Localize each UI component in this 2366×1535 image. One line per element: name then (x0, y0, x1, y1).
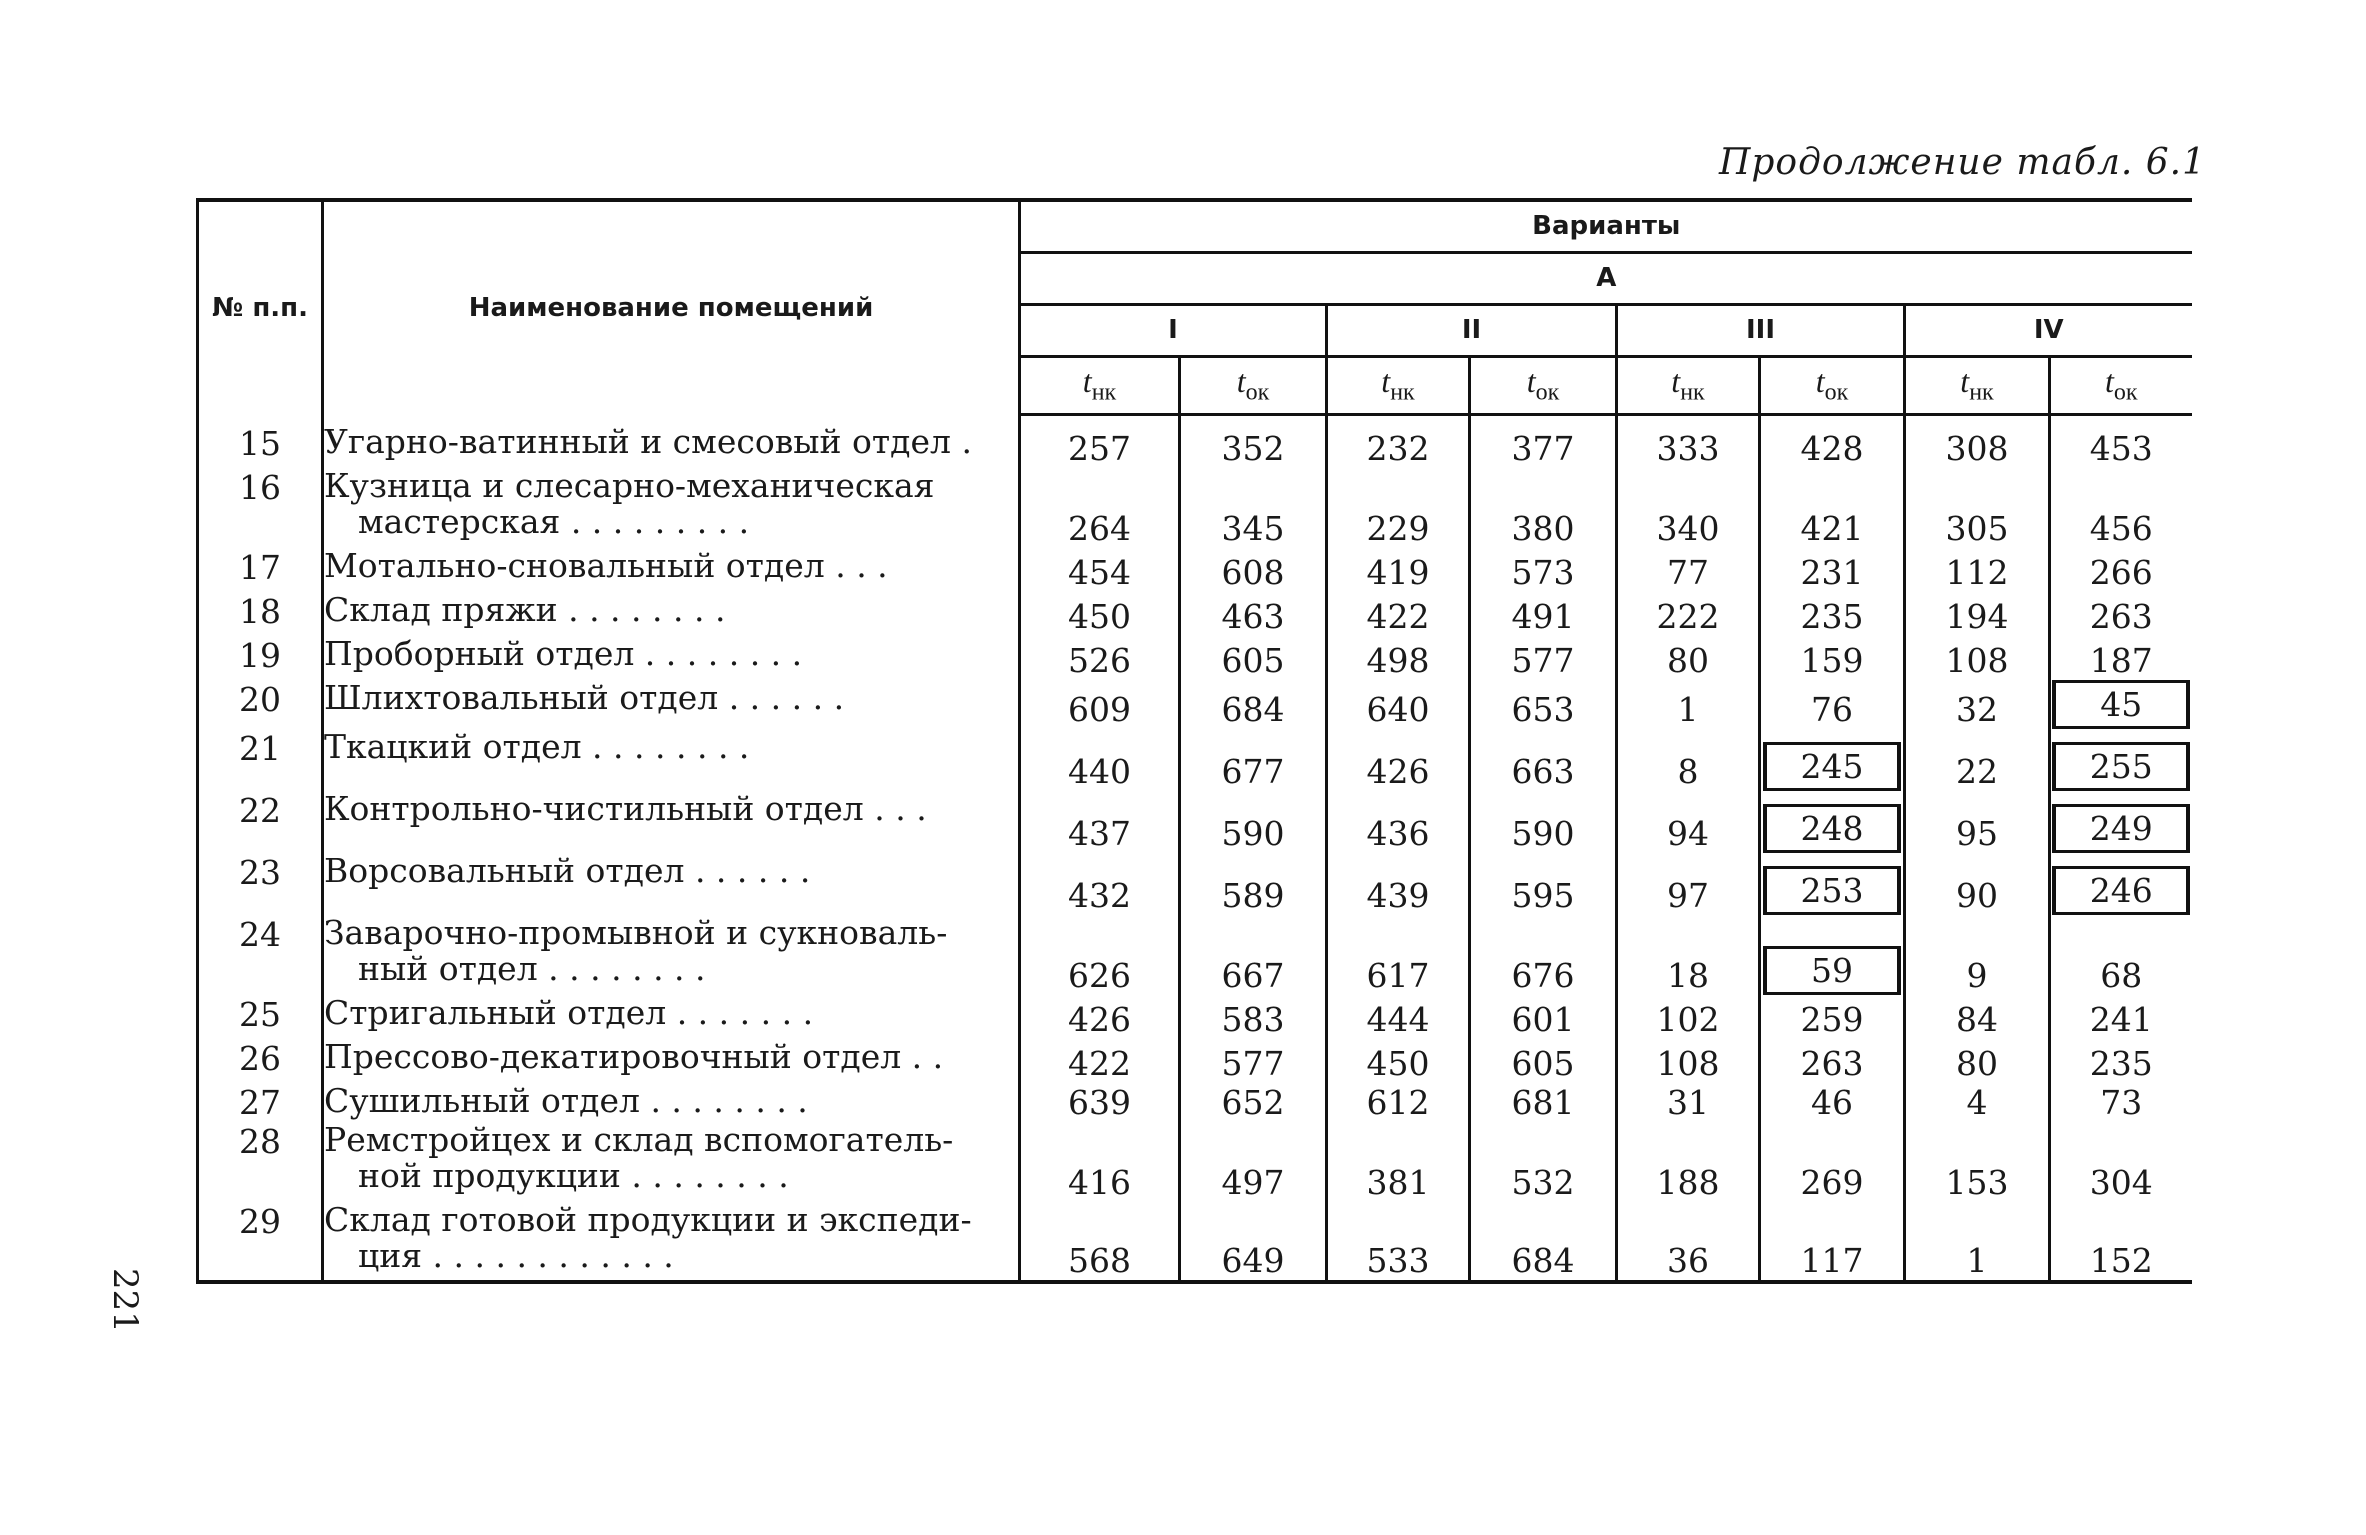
subheader-t-nk (1905, 356, 2050, 414)
room-name-line-1: Заварочно-промывной и сукноваль- (324, 912, 948, 952)
spacer-cell (1760, 414, 1905, 424)
value-cell: 95 (1905, 791, 2050, 853)
room-name (323, 726, 1020, 791)
subheader-t-nk (1617, 356, 1760, 414)
value-cell (1760, 791, 1905, 853)
value-cell: 605 (1470, 1039, 1617, 1083)
table-row (198, 468, 2192, 548)
table-row (198, 1122, 2192, 1202)
room-name (323, 912, 1020, 995)
value-cell: 590 (1470, 791, 1617, 853)
value-cell: 432 (1020, 853, 1180, 915)
value-cell: 676 (1470, 915, 1617, 995)
value-cell: 90 (1905, 853, 2050, 915)
room-name (323, 850, 1020, 915)
table-caption: Продолжение табл. 6.1 (1718, 142, 2206, 183)
value-cell: 257 (1020, 424, 1180, 468)
room-name-line-1: Угарно-ватинный и смесовый отдел . (324, 421, 972, 461)
t-letter: t (1236, 363, 1246, 400)
value-cell: 97 (1617, 853, 1760, 915)
value-cell: 595 (1470, 853, 1617, 915)
value-cell: 573 (1470, 548, 1617, 592)
table-row (198, 791, 2192, 853)
subscript-nk: нк (1390, 379, 1415, 406)
row-number: 28 (198, 1122, 323, 1202)
subheader-t-ok (1180, 356, 1327, 414)
value-cell: 677 (1180, 729, 1327, 791)
room-name (323, 633, 1020, 680)
col-header-no: № п.п. (198, 200, 323, 414)
value-cell: 426 (1020, 995, 1180, 1039)
room-name-line-2: ция . . . . . . . . . . . . (358, 1235, 674, 1275)
value-cell: 31 (1617, 1083, 1760, 1122)
table-row (198, 636, 2192, 680)
value-cell: 345 (1180, 468, 1327, 548)
table-row (198, 1083, 2192, 1122)
table-row (198, 995, 2192, 1039)
value-cell: 589 (1180, 853, 1327, 915)
value-cell: 232 (1327, 424, 1470, 468)
subscript-ok: ок (1824, 379, 1849, 406)
value-cell: 444 (1327, 995, 1470, 1039)
value-cell: 663 (1470, 729, 1617, 791)
value-cell: 108 (1905, 636, 2050, 680)
col-header-name: Наименование помещений (323, 200, 1020, 414)
value-cell: 428 (1760, 424, 1905, 468)
value-cell: 235 (2089, 1043, 2153, 1083)
subscript-ok: ок (2113, 379, 2138, 406)
variant-header-iv: IV (1905, 304, 2192, 356)
row-number: 19 (198, 636, 323, 680)
value-cell: 1 (1905, 1202, 2050, 1282)
value-cell: 80 (1905, 1039, 2050, 1083)
highlighted-value: 249 (2052, 804, 2190, 853)
value-cell: 605 (1180, 636, 1327, 680)
value-cell: 497 (1180, 1122, 1327, 1202)
room-name (323, 1199, 1020, 1282)
value-cell (1760, 853, 1905, 915)
table-row (198, 680, 2192, 729)
t-letter: t (1082, 363, 1092, 400)
value-cell: 188 (1617, 1122, 1760, 1202)
value-cell: 94 (1617, 791, 1760, 853)
value-cell: 304 (2089, 1162, 2153, 1202)
value-cell: 380 (1470, 468, 1617, 548)
highlighted-value: 245 (1763, 742, 1901, 791)
value-cell: 9 (1905, 915, 2050, 995)
value-cell: 440 (1020, 729, 1180, 791)
room-name-line-1: Контрольно-чистильный отдел . . . (324, 788, 927, 828)
row-number: 17 (198, 548, 323, 592)
room-name-line-1: Ворсовальный отдел . . . . . . (324, 850, 811, 890)
value-cell: 229 (1327, 468, 1470, 548)
value-cell: 308 (1905, 424, 2050, 468)
value-cell: 269 (1760, 1122, 1905, 1202)
value-cell: 649 (1180, 1202, 1327, 1282)
value-cell: 377 (1470, 424, 1617, 468)
value-cell: 80 (1617, 636, 1760, 680)
value-cell: 333 (1617, 424, 1760, 468)
value-cell: 533 (1327, 1202, 1470, 1282)
value-cell: 439 (1327, 853, 1470, 915)
row-number: 16 (198, 468, 323, 548)
subheader-t-ok (1470, 356, 1617, 414)
subheader-t-nk (1020, 356, 1180, 414)
value-cell: 450 (1327, 1039, 1470, 1083)
row-number: 15 (198, 424, 323, 468)
value-cell: 684 (1470, 1202, 1617, 1282)
room-name-line-2: ной продукции . . . . . . . . (358, 1155, 789, 1195)
spacer-cell (1180, 414, 1327, 424)
row-number: 25 (198, 995, 323, 1039)
room-name-line-1: Склад пряжи . . . . . . . . (324, 589, 726, 629)
room-name-line-1: Ткацкий отдел . . . . . . . . (324, 726, 750, 766)
value-cell: 235 (1760, 592, 1905, 636)
value-cell: 609 (1020, 680, 1180, 729)
value-cell: 583 (1180, 995, 1327, 1039)
table-row (198, 915, 2192, 995)
highlighted-value: 253 (1763, 866, 1901, 915)
room-name (323, 589, 1020, 636)
value-cell: 159 (1760, 636, 1905, 680)
value-cell: 8 (1617, 729, 1760, 791)
value-cell: 241 (2089, 999, 2153, 1039)
table-row (198, 1039, 2192, 1083)
row-number: 24 (198, 915, 323, 995)
room-name-line-1: Склад готовой продукции и экспеди- (324, 1199, 972, 1239)
t-letter: t (2104, 363, 2114, 400)
room-name (323, 992, 1020, 1039)
value-cell: 419 (1327, 548, 1470, 592)
value-cell (1760, 915, 1905, 995)
room-name-line-1: Проборный отдел . . . . . . . . (324, 633, 803, 673)
value-cell: 108 (1617, 1039, 1760, 1083)
value-cell: 450 (1020, 592, 1180, 636)
value-cell: 352 (1180, 424, 1327, 468)
value-cell: 264 (1020, 468, 1180, 548)
value-cell: 577 (1180, 1039, 1327, 1083)
value-cell: 426 (1327, 729, 1470, 791)
value-cell: 259 (1760, 995, 1905, 1039)
value-cell: 416 (1020, 1122, 1180, 1202)
highlighted-value: 59 (1763, 946, 1901, 995)
value-cell: 263 (1760, 1039, 1905, 1083)
table-row (198, 729, 2192, 791)
highlighted-value: 255 (2052, 742, 2190, 791)
room-name-line-1: Мотально-сновальный отдел . . . (324, 545, 888, 585)
variant-header-i: I (1020, 304, 1327, 356)
subscript-nk: нк (1091, 379, 1117, 406)
value-cell (2050, 729, 2192, 791)
value-cell: 491 (1470, 592, 1617, 636)
value-cell: 102 (1617, 995, 1760, 1039)
value-cell: 1 (1617, 680, 1760, 729)
row-number: 23 (198, 853, 323, 915)
t-letter: t (1815, 363, 1825, 400)
value-cell (1760, 729, 1905, 791)
value-cell: 463 (1180, 592, 1327, 636)
value-cell (2050, 791, 2192, 853)
value-cell: 453 (2089, 428, 2153, 468)
value-cell: 32 (1905, 680, 2050, 729)
room-name-line-1: Прессово-декатировочный отдел . . (324, 1036, 944, 1076)
room-name-line-1: Сушильный отдел . . . . . . . . (324, 1080, 808, 1120)
row-number: 26 (198, 1039, 323, 1083)
value-cell: 667 (1180, 915, 1327, 995)
spacer-cell (1905, 414, 2050, 424)
value-cell: 152 (2089, 1240, 2153, 1280)
room-name-line-1: Стригальный отдел . . . . . . . (324, 992, 814, 1032)
table-row (198, 1202, 2192, 1282)
highlighted-value: 248 (1763, 804, 1901, 853)
room-name (323, 1119, 1020, 1202)
highlighted-value: 246 (2052, 866, 2190, 915)
room-name (323, 465, 1020, 548)
room-name-line-2: ный отдел . . . . . . . . (358, 948, 706, 988)
spacer-cell (1617, 414, 1760, 424)
table-row (198, 853, 2192, 915)
value-cell: 231 (1760, 548, 1905, 592)
value-cell: 153 (1905, 1122, 2050, 1202)
value-cell: 112 (1905, 548, 2050, 592)
value-cell: 22 (1905, 729, 2050, 791)
value-cell: 263 (2089, 596, 2153, 636)
value-cell: 117 (1760, 1202, 1905, 1282)
value-cell: 590 (1180, 791, 1327, 853)
t-letter: t (1526, 363, 1536, 400)
value-cell: 77 (1617, 548, 1760, 592)
value-cell: 456 (2089, 508, 2153, 548)
data-table (196, 198, 2192, 1284)
value-cell: 422 (1327, 592, 1470, 636)
value-cell: 73 (2100, 1082, 2143, 1122)
subscript-nk: нк (1680, 379, 1705, 406)
room-name (323, 1036, 1020, 1083)
value-cell: 612 (1327, 1083, 1470, 1122)
value-cell: 305 (1905, 468, 2050, 548)
value-cell: 187 (2089, 640, 2153, 680)
t-letter: t (1671, 363, 1681, 400)
table-row (198, 592, 2192, 636)
subscript-ok: ок (1535, 379, 1560, 406)
room-name (323, 1080, 1020, 1122)
subheader-t-ok (1760, 356, 1905, 414)
row-number: 21 (198, 729, 323, 791)
value-cell: 18 (1617, 915, 1760, 995)
t-letter: t (1381, 363, 1391, 400)
room-name (323, 421, 1020, 468)
value-cell: 653 (1470, 680, 1617, 729)
value-cell: 684 (1180, 680, 1327, 729)
value-cell: 222 (1617, 592, 1760, 636)
spacer-cell (1020, 414, 1180, 424)
value-cell: 601 (1470, 995, 1617, 1039)
group-header: А (1020, 252, 2192, 304)
value-cell: 76 (1760, 680, 1905, 729)
value-cell: 626 (1020, 915, 1180, 995)
value-cell: 340 (1617, 468, 1760, 548)
row-number: 20 (198, 680, 323, 729)
value-cell: 436 (1327, 791, 1470, 853)
value-cell: 681 (1470, 1083, 1617, 1122)
value-cell: 640 (1327, 680, 1470, 729)
value-cell: 437 (1020, 791, 1180, 853)
table-body (198, 414, 2192, 1282)
room-name-line-1: Ремстройцех и склад вспомогатель- (324, 1119, 954, 1159)
room-name-line-2: мастерская . . . . . . . . . (358, 501, 750, 541)
room-name (323, 677, 1020, 729)
value-cell: 266 (2089, 552, 2153, 592)
subscript-ok: ок (1245, 379, 1270, 406)
spacer-cell (1327, 414, 1470, 424)
spacer-cell (2050, 414, 2192, 424)
row-number: 29 (198, 1202, 323, 1282)
value-cell: 639 (1020, 1083, 1180, 1122)
room-name-line-1: Кузница и слесарно-механическая (324, 465, 935, 505)
row-number: 18 (198, 592, 323, 636)
t-letter: t (1960, 363, 1970, 400)
spacer-cell (198, 414, 323, 424)
variant-header-ii: II (1327, 304, 1617, 356)
value-cell: 568 (1020, 1202, 1180, 1282)
value-cell: 652 (1180, 1083, 1327, 1122)
subscript-nk: нк (1969, 379, 1994, 406)
value-cell: 46 (1760, 1083, 1905, 1122)
spacer-cell (1470, 414, 1617, 424)
room-name (323, 788, 1020, 853)
variant-header-iii: III (1617, 304, 1905, 356)
value-cell: 68 (2100, 955, 2143, 995)
value-cell: 84 (1905, 995, 2050, 1039)
value-cell: 36 (1617, 1202, 1760, 1282)
value-cell: 532 (1470, 1122, 1617, 1202)
value-cell (2050, 680, 2192, 729)
value-cell: 608 (1180, 548, 1327, 592)
row-number: 27 (198, 1083, 323, 1122)
table-row (198, 548, 2192, 592)
subheader-t-nk (1327, 356, 1470, 414)
subheader-t-ok (2050, 356, 2192, 414)
room-name-line-1: Шлихтовальный отдел . . . . . . (324, 677, 845, 717)
value-cell (2050, 853, 2192, 915)
table-row (198, 424, 2192, 468)
value-cell: 381 (1327, 1122, 1470, 1202)
value-cell: 577 (1470, 636, 1617, 680)
page-number: 221 (105, 1268, 145, 1333)
value-cell: 194 (1905, 592, 2050, 636)
value-cell: 498 (1327, 636, 1470, 680)
highlighted-value: 45 (2052, 680, 2190, 729)
value-cell: 422 (1020, 1039, 1180, 1083)
value-cell: 4 (1905, 1083, 2050, 1122)
value-cell: 526 (1020, 636, 1180, 680)
variants-header: Варианты (1020, 200, 2192, 252)
value-cell: 454 (1020, 548, 1180, 592)
value-cell: 421 (1760, 468, 1905, 548)
room-name (323, 545, 1020, 592)
value-cell: 617 (1327, 915, 1470, 995)
row-number: 22 (198, 791, 323, 853)
